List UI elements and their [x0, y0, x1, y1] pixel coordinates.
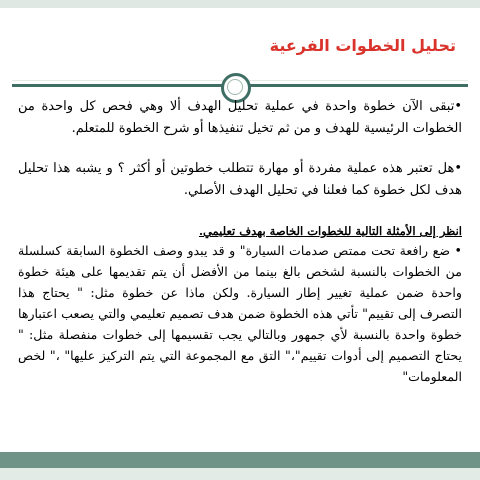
top-band — [0, 0, 480, 8]
paragraph-1: •تبقى الآن خطوة واحدة في عملية تحليل الهدف ألا وهي فحص كل واحدة من الخطوات الرئيسية للهدف و من ثم تخيل تنفيذها أو شرح الخطوة للمتعلم. — [18, 99, 462, 136]
slide-content — [18, 96, 462, 387]
bottom-bar — [0, 452, 480, 468]
paragraph-2: •هل تعتبر هذه عملية مفردة أو مهارة تتطلب خطوتين أو أكثر ؟ و يشبه هذا تحليل هدف لكل خطوة كما فعلنا في تحليل الهدف الأصلي. — [18, 161, 462, 198]
circle-ornament-inner — [227, 79, 243, 95]
example-heading: انظر إلى الأمثلة التالية للخطوات الخاصة بهدف تعليمي. — [198, 224, 462, 238]
bottom-strip — [0, 468, 480, 480]
example-paragraph: • ضع رافعة تحت ممتص صدمات السيارة" و قد يبدو وصف الخطوة السابقة كسلسلة من الخطوات بالنسبة لشخص بالغ بينما من الأفضل أن يتم تقديمها على هيئة خطوة واحدة ضمن عملية تغيير إطار السيارة. ولكن ماذا عن خطوة مثل: " يحتاج هذا التصرف إلى تقييم" تأتي هذه الخطوة ضمن هدف تصميم تعليمي والتي يصعب اعتبارها خطوة واحدة بالنسبة لأي جمهور وبالتالي يجب تقسيمها إلى خطوات منفصلة مثل: " يحتاج التصميم إلى أدوات تقييم"،" التق مع المجموعة التي يتم التركيز عليها" ،" لخص المعلومات" — [18, 243, 462, 384]
slide-title: تحليل الخطوات الفرعية — [269, 36, 456, 55]
